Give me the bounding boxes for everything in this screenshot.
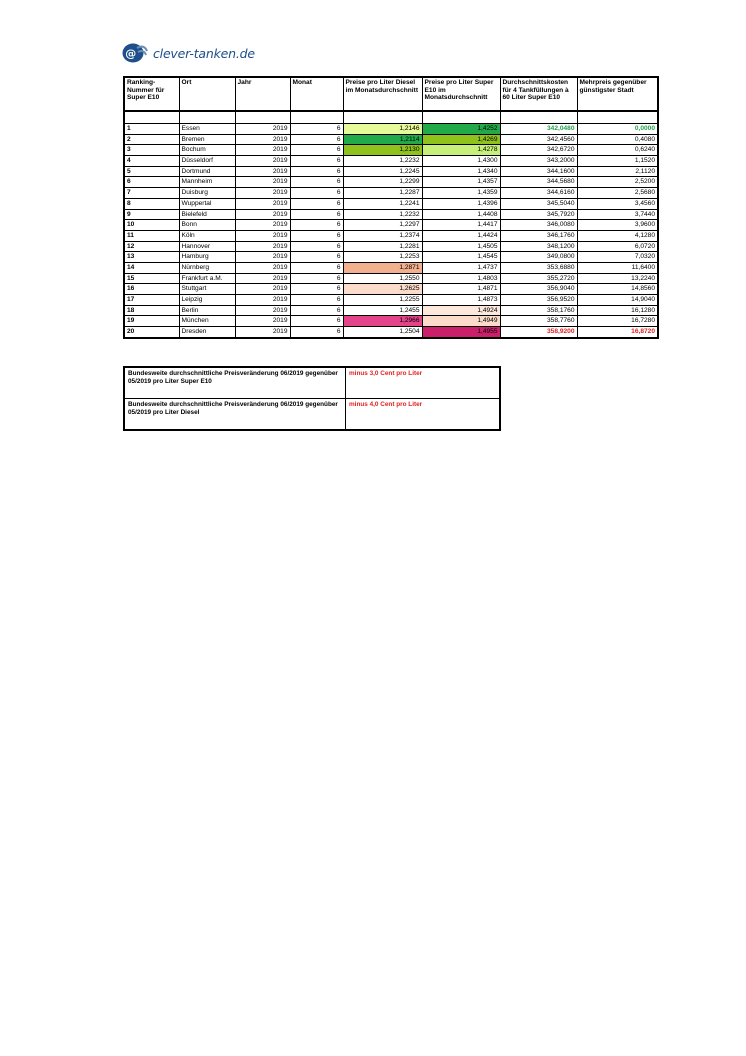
rank-cell: 18 xyxy=(124,305,179,316)
month-cell: 6 xyxy=(290,316,343,327)
table-row xyxy=(124,156,658,167)
cost-cell: 344,5680 xyxy=(500,177,577,188)
cost-cell: 356,9520 xyxy=(500,295,577,306)
extra-cost-cell: 11,6400 xyxy=(577,262,658,273)
year-cell: 2019 xyxy=(235,188,290,199)
year-cell: 2019 xyxy=(235,124,290,135)
e10-price-cell: 1,4278 xyxy=(422,145,500,156)
header-rank: Ranking-Nummer für Super E10 xyxy=(124,77,179,111)
e10-price-cell: 1,4545 xyxy=(422,252,500,263)
summary-value-e10: minus 3,0 Cent pro Liter xyxy=(346,367,501,399)
diesel-price-cell: 1,2281 xyxy=(343,241,422,252)
city-cell: Duisburg xyxy=(179,188,235,199)
city-cell: Bremen xyxy=(179,134,235,145)
site-logo xyxy=(122,40,255,66)
diesel-price-cell: 1,2255 xyxy=(343,295,422,306)
e10-price-cell: 1,4949 xyxy=(422,316,500,327)
cost-cell: 346,1760 xyxy=(500,230,577,241)
month-cell: 6 xyxy=(290,209,343,220)
header-row xyxy=(124,77,658,111)
cost-cell: 356,9040 xyxy=(500,284,577,295)
table-row xyxy=(124,327,658,338)
spacer-row xyxy=(124,111,658,124)
extra-cost-cell: 0,4080 xyxy=(577,134,658,145)
year-cell: 2019 xyxy=(235,220,290,231)
header-extra: Mehrpreis gegenüber günstigster Stadt xyxy=(577,77,658,111)
extra-cost-cell: 7,0320 xyxy=(577,252,658,263)
table-row xyxy=(124,295,658,306)
city-cell: Frankfurt a.M. xyxy=(179,273,235,284)
diesel-price-cell: 1,2297 xyxy=(343,220,422,231)
table-row xyxy=(124,124,658,135)
summary-label-e10: Bundesweite durchschnittliche Preisveränderung 06/2019 gegenüber 05/2019 pro Liter Super E10 xyxy=(124,367,346,399)
rank-cell: 7 xyxy=(124,188,179,199)
cost-cell: 349,0800 xyxy=(500,252,577,263)
city-cell: Hannover xyxy=(179,241,235,252)
logo-icon xyxy=(122,42,148,64)
e10-price-cell: 1,4924 xyxy=(422,305,500,316)
extra-cost-cell: 6,0720 xyxy=(577,241,658,252)
month-cell: 6 xyxy=(290,134,343,145)
table-row xyxy=(124,262,658,273)
extra-cost-cell: 2,1120 xyxy=(577,166,658,177)
cost-cell: 343,2000 xyxy=(500,156,577,167)
year-cell: 2019 xyxy=(235,177,290,188)
extra-cost-cell: 16,8720 xyxy=(577,327,658,338)
diesel-price-cell: 1,2114 xyxy=(343,134,422,145)
table-row xyxy=(124,198,658,209)
month-cell: 6 xyxy=(290,295,343,306)
year-cell: 2019 xyxy=(235,198,290,209)
svg-text:@: @ xyxy=(125,47,137,60)
month-cell: 6 xyxy=(290,273,343,284)
extra-cost-cell: 0,6240 xyxy=(577,145,658,156)
cost-cell: 355,2720 xyxy=(500,273,577,284)
extra-cost-cell: 3,7440 xyxy=(577,209,658,220)
ranking-table xyxy=(123,76,659,339)
month-cell: 6 xyxy=(290,145,343,156)
e10-price-cell: 1,4359 xyxy=(422,188,500,199)
table-row xyxy=(124,241,658,252)
cost-cell: 346,0080 xyxy=(500,220,577,231)
diesel-price-cell: 1,2287 xyxy=(343,188,422,199)
e10-price-cell: 1,4737 xyxy=(422,262,500,273)
extra-cost-cell: 2,5200 xyxy=(577,177,658,188)
month-cell: 6 xyxy=(290,327,343,338)
month-cell: 6 xyxy=(290,198,343,209)
e10-price-cell: 1,4340 xyxy=(422,166,500,177)
year-cell: 2019 xyxy=(235,230,290,241)
e10-price-cell: 1,4269 xyxy=(422,134,500,145)
rank-cell: 15 xyxy=(124,273,179,284)
e10-price-cell: 1,4396 xyxy=(422,198,500,209)
e10-price-cell: 1,4408 xyxy=(422,209,500,220)
extra-cost-cell: 3,4560 xyxy=(577,198,658,209)
year-cell: 2019 xyxy=(235,166,290,177)
city-cell: München xyxy=(179,316,235,327)
rank-cell: 13 xyxy=(124,252,179,263)
extra-cost-cell: 16,7280 xyxy=(577,316,658,327)
header-city: Ort xyxy=(179,77,235,111)
city-cell: Leipzig xyxy=(179,295,235,306)
month-cell: 6 xyxy=(290,284,343,295)
diesel-price-cell: 1,2232 xyxy=(343,156,422,167)
cost-cell: 345,7920 xyxy=(500,209,577,220)
cost-cell: 342,0480 xyxy=(500,124,577,135)
month-cell: 6 xyxy=(290,177,343,188)
e10-price-cell: 1,4871 xyxy=(422,284,500,295)
diesel-price-cell: 1,2253 xyxy=(343,252,422,263)
year-cell: 2019 xyxy=(235,241,290,252)
year-cell: 2019 xyxy=(235,273,290,284)
year-cell: 2019 xyxy=(235,316,290,327)
e10-price-cell: 1,4803 xyxy=(422,273,500,284)
cost-cell: 345,5040 xyxy=(500,198,577,209)
cost-cell: 342,4560 xyxy=(500,134,577,145)
city-cell: Nürnberg xyxy=(179,262,235,273)
city-cell: Berlin xyxy=(179,305,235,316)
year-cell: 2019 xyxy=(235,327,290,338)
year-cell: 2019 xyxy=(235,284,290,295)
rank-cell: 20 xyxy=(124,327,179,338)
cost-cell: 344,6160 xyxy=(500,188,577,199)
rank-cell: 1 xyxy=(124,124,179,135)
extra-cost-cell: 14,8560 xyxy=(577,284,658,295)
header-e10: Preise pro Liter Super E10 im Monatsdurchschnitt xyxy=(422,77,500,111)
extra-cost-cell: 2,5680 xyxy=(577,188,658,199)
year-cell: 2019 xyxy=(235,262,290,273)
city-cell: Hamburg xyxy=(179,252,235,263)
year-cell: 2019 xyxy=(235,156,290,167)
diesel-price-cell: 1,2241 xyxy=(343,198,422,209)
e10-price-cell: 1,4505 xyxy=(422,241,500,252)
cost-cell: 342,6720 xyxy=(500,145,577,156)
diesel-price-cell: 1,2871 xyxy=(343,262,422,273)
cost-cell: 358,1760 xyxy=(500,305,577,316)
city-cell: Essen xyxy=(179,124,235,135)
cost-cell: 353,6880 xyxy=(500,262,577,273)
header-year: Jahr xyxy=(235,77,290,111)
diesel-price-cell: 1,2130 xyxy=(343,145,422,156)
header-cost: Durchschnittskosten für 4 Tankfüllungen à 60 Liter Super E10 xyxy=(500,77,577,111)
summary-row-diesel xyxy=(124,399,500,431)
rank-cell: 17 xyxy=(124,295,179,306)
city-cell: Mannheim xyxy=(179,177,235,188)
month-cell: 6 xyxy=(290,124,343,135)
table-row xyxy=(124,188,658,199)
rank-cell: 10 xyxy=(124,220,179,231)
diesel-price-cell: 1,2232 xyxy=(343,209,422,220)
rank-cell: 5 xyxy=(124,166,179,177)
table-row xyxy=(124,252,658,263)
diesel-price-cell: 1,2550 xyxy=(343,273,422,284)
year-cell: 2019 xyxy=(235,209,290,220)
city-cell: Stuttgart xyxy=(179,284,235,295)
month-cell: 6 xyxy=(290,262,343,273)
extra-cost-cell: 0,0000 xyxy=(577,124,658,135)
rank-cell: 14 xyxy=(124,262,179,273)
extra-cost-cell: 16,1280 xyxy=(577,305,658,316)
year-cell: 2019 xyxy=(235,252,290,263)
month-cell: 6 xyxy=(290,230,343,241)
table-row xyxy=(124,166,658,177)
rank-cell: 2 xyxy=(124,134,179,145)
rank-cell: 6 xyxy=(124,177,179,188)
table-row xyxy=(124,284,658,295)
summary-row-e10 xyxy=(124,367,500,399)
year-cell: 2019 xyxy=(235,295,290,306)
year-cell: 2019 xyxy=(235,145,290,156)
e10-price-cell: 1,4955 xyxy=(422,327,500,338)
e10-price-cell: 1,4417 xyxy=(422,220,500,231)
rank-cell: 16 xyxy=(124,284,179,295)
diesel-price-cell: 1,2504 xyxy=(343,327,422,338)
summary-label-diesel: Bundesweite durchschnittliche Preisveränderung 06/2019 gegenüber 05/2019 pro Liter Diesel xyxy=(124,399,346,431)
table-row xyxy=(124,177,658,188)
e10-price-cell: 1,4424 xyxy=(422,230,500,241)
summary-table xyxy=(123,366,501,431)
city-cell: Bonn xyxy=(179,220,235,231)
e10-price-cell: 1,4300 xyxy=(422,156,500,167)
city-cell: Wuppertal xyxy=(179,198,235,209)
city-cell: Bielefeld xyxy=(179,209,235,220)
month-cell: 6 xyxy=(290,241,343,252)
diesel-price-cell: 1,2625 xyxy=(343,284,422,295)
summary-value-diesel: minus 4,0 Cent pro Liter xyxy=(346,399,501,431)
rank-cell: 3 xyxy=(124,145,179,156)
diesel-price-cell: 1,2374 xyxy=(343,230,422,241)
extra-cost-cell: 13,2240 xyxy=(577,273,658,284)
city-cell: Dortmund xyxy=(179,166,235,177)
table-row xyxy=(124,305,658,316)
e10-price-cell: 1,4252 xyxy=(422,124,500,135)
city-cell: Bochum xyxy=(179,145,235,156)
month-cell: 6 xyxy=(290,156,343,167)
diesel-price-cell: 1,2966 xyxy=(343,316,422,327)
header-diesel: Preise pro Liter Diesel im Monatsdurchschnitt xyxy=(343,77,422,111)
rank-cell: 12 xyxy=(124,241,179,252)
month-cell: 6 xyxy=(290,305,343,316)
city-cell: Düsseldorf xyxy=(179,156,235,167)
logo-text: clever-tanken.de xyxy=(153,45,255,61)
rank-cell: 19 xyxy=(124,316,179,327)
diesel-price-cell: 1,2146 xyxy=(343,124,422,135)
table-row xyxy=(124,220,658,231)
table-row xyxy=(124,273,658,284)
rank-cell: 4 xyxy=(124,156,179,167)
month-cell: 6 xyxy=(290,188,343,199)
month-cell: 6 xyxy=(290,252,343,263)
table-row xyxy=(124,230,658,241)
year-cell: 2019 xyxy=(235,305,290,316)
city-cell: Köln xyxy=(179,230,235,241)
extra-cost-cell: 4,1280 xyxy=(577,230,658,241)
rank-cell: 9 xyxy=(124,209,179,220)
table-row xyxy=(124,145,658,156)
rank-cell: 8 xyxy=(124,198,179,209)
table-row xyxy=(124,134,658,145)
year-cell: 2019 xyxy=(235,134,290,145)
extra-cost-cell: 14,9040 xyxy=(577,295,658,306)
cost-cell: 344,1600 xyxy=(500,166,577,177)
cost-cell: 358,7760 xyxy=(500,316,577,327)
e10-price-cell: 1,4873 xyxy=(422,295,500,306)
table-row xyxy=(124,209,658,220)
cost-cell: 348,1200 xyxy=(500,241,577,252)
rank-cell: 11 xyxy=(124,230,179,241)
header-month: Monat xyxy=(290,77,343,111)
e10-price-cell: 1,4357 xyxy=(422,177,500,188)
table-row xyxy=(124,316,658,327)
cost-cell: 358,9200 xyxy=(500,327,577,338)
extra-cost-cell: 3,9600 xyxy=(577,220,658,231)
diesel-price-cell: 1,2455 xyxy=(343,305,422,316)
month-cell: 6 xyxy=(290,166,343,177)
city-cell: Dresden xyxy=(179,327,235,338)
diesel-price-cell: 1,2245 xyxy=(343,166,422,177)
extra-cost-cell: 1,1520 xyxy=(577,156,658,167)
diesel-price-cell: 1,2299 xyxy=(343,177,422,188)
month-cell: 6 xyxy=(290,220,343,231)
